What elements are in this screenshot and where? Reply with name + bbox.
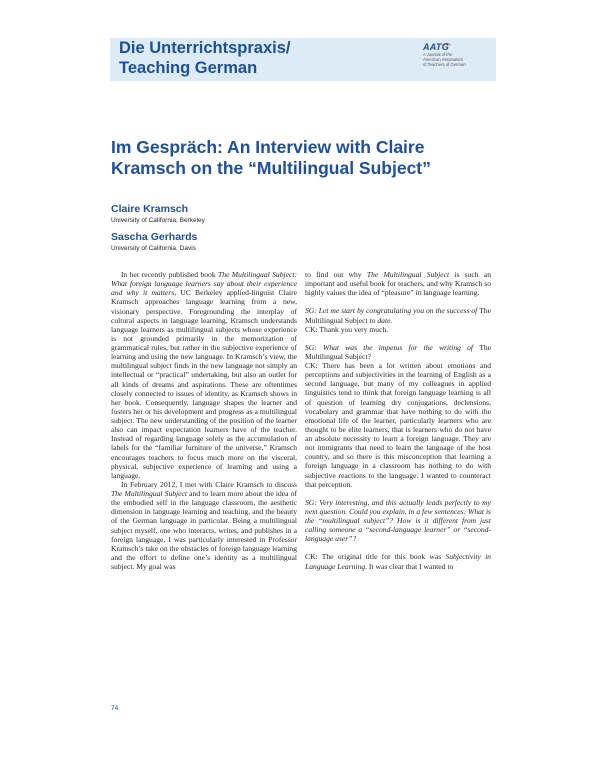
journal-title-line1: Die Unterrichtspraxis/ (119, 39, 291, 57)
logo-line: American Association (423, 57, 464, 63)
logo-line: A Journal of the (423, 52, 453, 57)
interview-answer: CK: There has been a lot written about emotions and perceptions and subjectivities in the learning of English as a second language, but many of my colleagues in applied linguistics tend to think that foreign language learning is all of question of learning dry conjugations, declensions, vocabulary and grammar that have nothing to do with the emotional life of the learner, particularly learners who are thought to be elite learners, that is learners who do not have an absolute necessity to learn a foreign language. They are not immigrants that need to learn the language of the host country, and so there is this misconception that learning a foreign language in a classroom has nothing to do with subjective reactions to the language. I wanted to counteract that perception. (305, 361, 491, 489)
paragraph: In her recently published book The Multilingual Subject: What foreign language learners say about their experience and why it matters, UC Berkeley applied-linguist Claire Kramsch approaches language learning from a new, visionary perspective. Foregrounding the interplay of cultural aspects in language learning, Kramsch understands language learners as multilingual subjects whose experience is not grounded primarily in the memorization of grammatical rules, but rather in the subjective experience of learning and using the new language. In Kramsch’s view, the multilingual subject finds in the new language not simply an intellectual or “practical” undertaking, but also an outlet for all kinds of dreams and aspirations. These are oftentimes closely connected to issues of identity, as Kramsch shows in her book. Consequently, language shapes the learner and fosters her or his development and progress as a multilingual subject. The new understanding of the position of the learner also can impact expectation learners have of the teacher. Instead of regarding language solely as the accumulation of labels for the “familiar furniture of the universe,” Kramsch encourages teachers to focus much more on the visceral, physical, subjective experience of learning and using a language. (111, 270, 298, 480)
interview-answer: CK: Thank you very much. (305, 324, 389, 334)
paragraph: to find out why The Multilingual Subject is such an important and useful book for teachers, and why Kramsch so highly values the idea of “pleasure” in language learning. (305, 270, 491, 298)
body-column-right (305, 270, 491, 571)
aatg-logo (423, 42, 493, 78)
page-number: 74 (111, 705, 119, 712)
journal-title (119, 38, 290, 78)
interview-answer: CK: The original title for this book was Subjectivity in Language Learning. It was clear that I wanted to (305, 552, 491, 571)
book-title: Subjectivity in Language Learning (305, 552, 491, 571)
paragraph: In February 2012, I met with Claire Kramsch to discuss The Multilingual Subject and to learn more about the idea of the embodied self in the language classroom, the aesthetic dimension in language learning and teaching, and the beauty of the German language in particular. Being a multilingual subject myself, one who interacts, writes, and publishes in a foreign language, I was particularly interested in Professor Kramsch’s take on the obstacles of foreign language learning and the effort to define one’s identity as a multilingual subject. My goal was (111, 479, 297, 571)
author-name: Claire Kramsch (111, 203, 189, 215)
interview-question: SG: Very interesting, and this actually leads perfectly to my next question. Could you explain, in a few sentences: What is the “multilingual subject”? How is it different from just calling someone a “second-language learner” or “second-language user”? (305, 497, 492, 544)
book-title: The Multilingual Subject (366, 270, 450, 279)
logo-swoosh-icon (442, 43, 451, 49)
logo-line: of Teachers of German (423, 62, 466, 68)
author-affiliation: University of California, Davis (111, 245, 196, 252)
body-column-left (111, 270, 297, 571)
book-title: The Multilingual Subject (305, 306, 491, 325)
author-name: Sascha Gerhards (111, 231, 198, 243)
author-affiliation: University of California, Berkeley (111, 217, 205, 224)
journal-title-line2: Teaching German (119, 59, 258, 77)
book-title: The Multilingual Subject (305, 342, 491, 361)
book-title: The Multilingual Subject: What foreign language learners say about their experience and why it matters (111, 270, 298, 298)
interview-question: SG: Let me start by congratulating you on the success of The Multilingual Subject to date. (305, 306, 491, 325)
logo-mark: AATG (423, 42, 450, 52)
book-title: The Multilingual Subject (111, 489, 188, 498)
article-title: Im Gespräch: An Interview with Claire Kramsch on the “Multilingual Subject” (111, 137, 431, 178)
interview-question: SG: What was the impetus for the writing of The Multilingual Subject? (305, 342, 491, 361)
